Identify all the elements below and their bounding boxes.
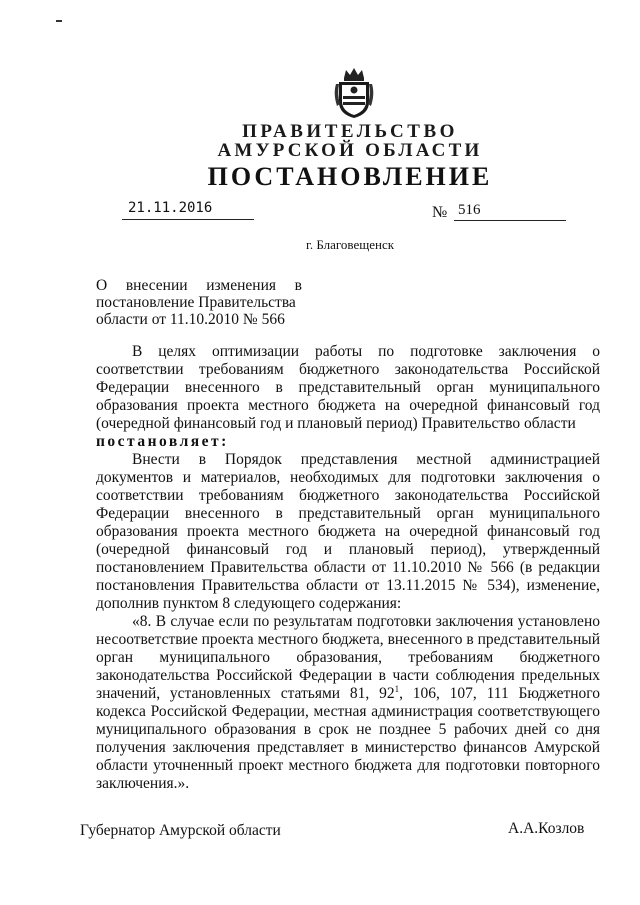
subject-line1 [96, 277, 302, 294]
org-name-line1: ПРАВИТЕЛЬСТВО [242, 121, 458, 142]
subject-line3: области от 11.10.2010 № 566 [96, 311, 285, 328]
date-underline [122, 219, 254, 220]
doc-number: 516 [458, 202, 481, 218]
body-text [96, 343, 600, 793]
subject-word: О [96, 277, 108, 294]
subject-word: внесении [125, 277, 188, 294]
coat-of-arms-icon [332, 64, 376, 120]
preamble: В целях оптимизации работы по подготовке заключения о соответствии требованиям бюджетного законодательства Российской Федерации внесенного в представительный орган муниципального образования проекта местного бюджета на очередной финансовый год (очередной финансовый год и плановый период) Правительство области [96, 343, 600, 432]
paragraph-2-part1: «8. В случае если по результатам подготовки заключения установлено несоответствие проекта местного бюджета, внесенного в представительный орган муниципального образования, требованиям бюджетного законодательства Российской Федерации в части соблюдения предельных значений, установленных статьями 81, 92 [96, 613, 600, 702]
doc-type-title: ПОСТАНОВЛЕНИЕ [207, 162, 493, 191]
org-name-line2: АМУРСКОЙ ОБЛАСТИ [217, 140, 483, 161]
signer-position: Губернатор Амурской области [80, 822, 281, 839]
number-underline [454, 220, 566, 221]
subject-block [96, 277, 302, 328]
paragraph-2-part2: , 106, 107, 111 Бюджетного кодекса Российской Федерации, местная администрация соответствующего муниципального образования в срок не позднее 5 рабочих дней со дня получения заключения представляет в министерство финансов Амурской области уточненный проект местного бюджета для подготовки повторного заключения.». [96, 685, 600, 792]
scan-speck [56, 20, 62, 22]
superscript: 1 [394, 683, 400, 694]
doc-date: 21.11.2016 [128, 200, 213, 216]
subject-line2: постановление Правительства [96, 294, 296, 311]
city: г. Благовещенск [305, 237, 395, 252]
decree-word: постановляет: [96, 433, 229, 450]
number-sign: № [432, 204, 448, 221]
paragraph-1: Внести в Порядок представления местной администрацией документов и материалов, необходимых для подготовки заключения о соответствии требованиям бюджетного законодательства Российской Федерации внесенного в представительный орган муниципального образования проекта местного бюджета на очередной финансовый год (очередной финансовый год и плановый период), утвержденный постановлением Правительства области от 11.10.2010 № 566 (в редакции постановления Правительства области от 13.11.2015 № 534), изменение, дополнив пунктом 8 следующего содержания: [96, 451, 600, 612]
signer-name: А.А.Козлов [508, 820, 585, 837]
subject-word: в [294, 277, 302, 294]
paragraph-2 [96, 613, 600, 793]
subject-word: изменения [206, 277, 277, 294]
